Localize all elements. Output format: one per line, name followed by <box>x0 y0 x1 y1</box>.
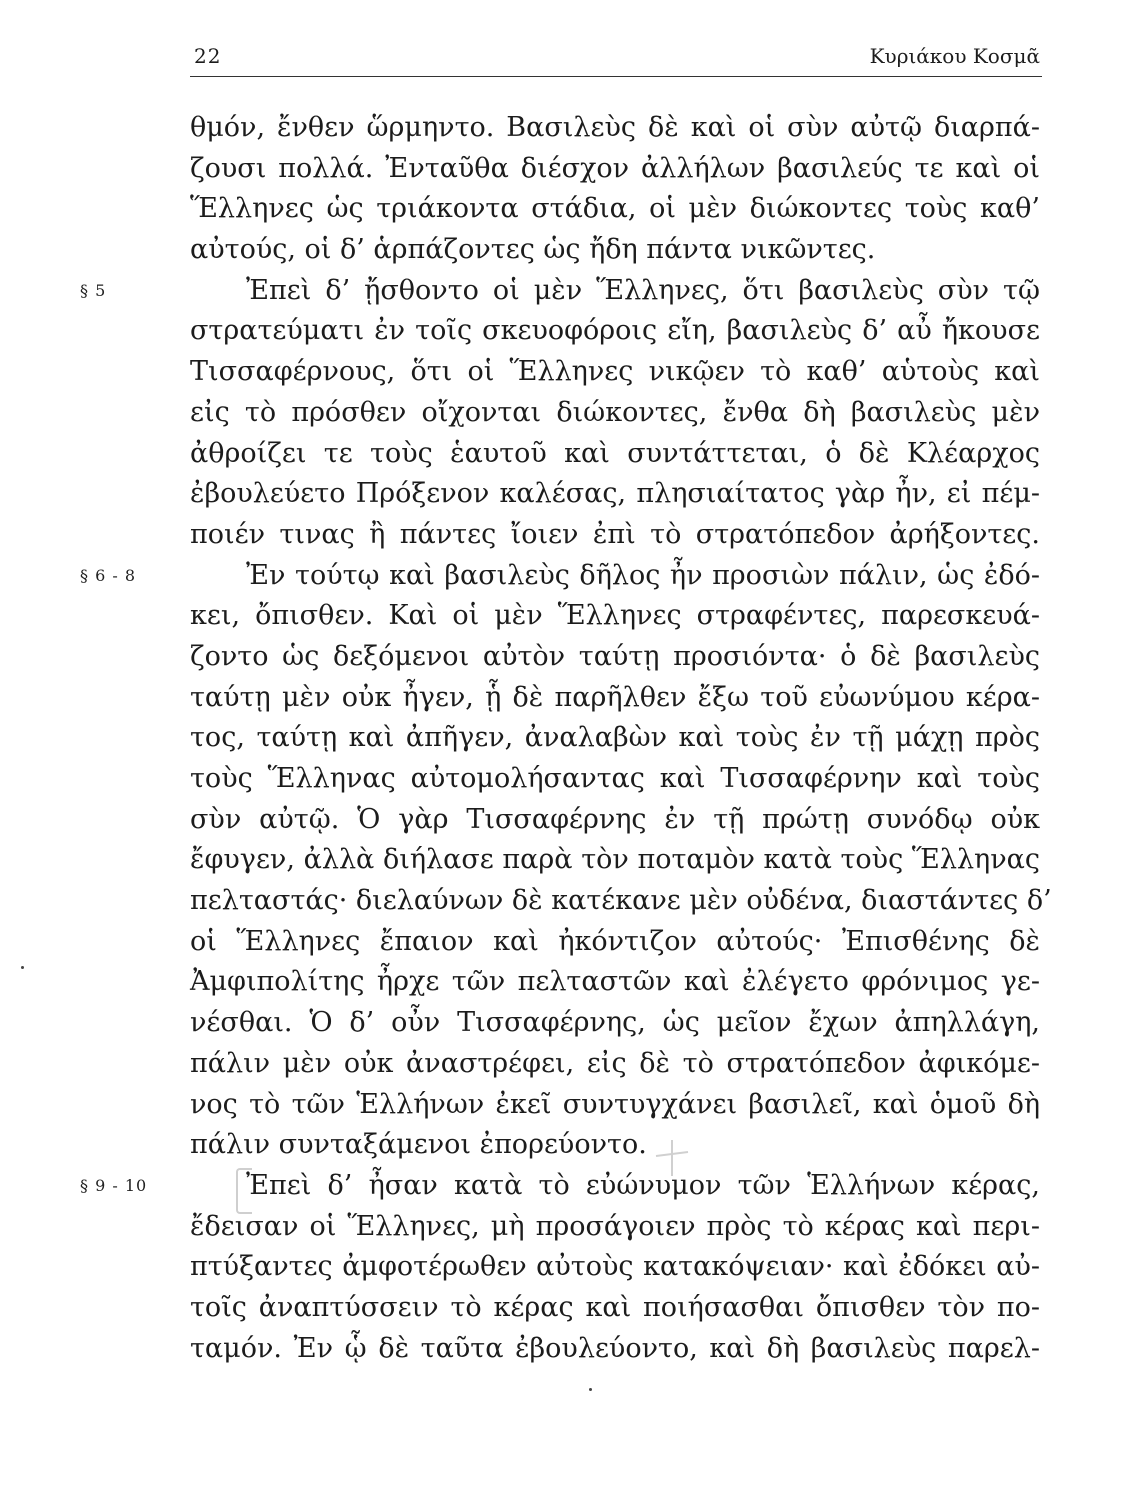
text-line: σὺν αὐτῷ. Ὁ γὰρ Τισσαφέρνης ἐν τῇ πρώτῃ συνόδῳ οὐκ <box>190 803 1040 835</box>
text-line: κει, ὄπισθεν. Καὶ οἱ μὲν Ἕλληνες στραφέντες, παρεσκευά- <box>190 600 1040 632</box>
text-line: πάλιν μὲν οὐκ ἀναστρέφει, εἰς δὲ τὸ στρατόπεδον ἀφικόμε- <box>190 1047 1040 1079</box>
text-line: Ἀμφιπολίτης ἦρχε τῶν πελταστῶν καὶ ἐλέγετο φρόνιμος γε- <box>190 966 1040 998</box>
text-line: πτύξαντες ἀμφοτέρωθεν αὐτοὺς κατακόψειαν· καὶ ἐδόκει αὐ- <box>190 1251 1040 1283</box>
ink-speck <box>589 1388 592 1391</box>
text-line: ταύτῃ μὲν οὐκ ἦγεν, ᾗ δὲ παρῆλθεν ἔξω τοῦ εὐωνύμου κέρα- <box>190 681 1040 713</box>
text-line: πελταστάς· διελαύνων δὲ κατέκανε μὲν οὐδένα, διαστάντες δ’ <box>190 885 1052 917</box>
text-line: εἰς τὸ πρόσθεν οἴχονται διώκοντες, ἔνθα δὴ βασιλεὺς μὲν <box>190 396 1040 428</box>
text-line: ἐβουλεύετο Πρόξενον καλέσας, πλησιαίτατος γὰρ ἦν, εἰ πέμ- <box>190 478 1040 510</box>
text-line: ἔδεισαν οἱ Ἕλληνες, μὴ προσάγοιεν πρὸς τὸ κέρας καὶ περι- <box>190 1210 1040 1242</box>
text-line: ζοντο ὡς δεξόμενοι αὐτὸν ταύτῃ προσιόντα· ὁ δὲ βασιλεὺς <box>190 640 1040 672</box>
text-line: ἀθροίζει τε τοὺς ἑαυτοῦ καὶ συντάττεται, ὁ δὲ Κλέαρχος <box>190 437 1040 469</box>
text-line: Τισσαφέρνους, ὅτι οἱ Ἕλληνες νικῷεν τὸ καθ’ αὑτοὺς καὶ <box>190 356 1040 388</box>
text-line: νέσθαι. Ὁ δ’ οὖν Τισσαφέρνης, ὡς μεῖον ἔχων ἀπηλλάγη, <box>190 1007 1040 1039</box>
text-line: ταμόν. Ἐν ᾧ δὲ ταῦτα ἐβουλεύοντο, καὶ δὴ βασιλεὺς παρελ- <box>190 1332 1040 1364</box>
section-reference: § 6 - 8 <box>80 565 137 585</box>
text-line: ζουσι πολλά. Ἐνταῦθα διέσχον ἀλλήλων βασιλεύς τε καὶ οἱ <box>190 152 1040 184</box>
running-title: Κυριάκου Κοσμᾶ <box>869 44 1040 68</box>
page-number: 22 <box>194 44 222 68</box>
pencil-cross-mark <box>652 1138 692 1178</box>
text-line: νος τὸ τῶν Ἑλλήνων ἐκεῖ συντυγχάνει βασιλεῖ, καὶ ὁμοῦ δὴ <box>190 1088 1040 1120</box>
text-line: § 6 - 8 Ἐν τούτῳ καὶ βασιλεὺς δῆλος ἦν προσιὼν πάλιν, ὡς ἐδό- <box>190 556 1040 597</box>
text-line: οἱ Ἕλληνες ἔπαιον καὶ ἠκόντιζον αὐτούς· Ἐπισθένης δὲ <box>190 925 1040 957</box>
text-line: § 9 - 10 Ἐπεὶ δ’ ἦσαν κατὰ τὸ εὐώνυμον τῶν Ἑλλήνων κέρας, <box>190 1166 1040 1207</box>
text-line: τοὺς Ἕλληνας αὐτομολήσαντας καὶ Τισσαφέρνην καὶ τοὺς <box>190 763 1040 794</box>
text-line: πάλιν συνταξάμενοι ἐπορεύοντο. <box>190 1129 647 1161</box>
text-line: τοῖς ἀναπτύσσειν τὸ κέρας καὶ ποιήσασθαι ὄπισθεν τὸν πο- <box>190 1291 1040 1323</box>
section-reference: § 9 - 10 <box>80 1175 148 1195</box>
running-head <box>190 40 1040 74</box>
section-reference: § 5 <box>80 280 107 300</box>
header-rule <box>190 76 1042 77</box>
text-line: § 5 Ἐπεὶ δ’ ᾔσθοντο οἱ μὲν Ἕλληνες, ὅτι βασιλεὺς σὺν τῷ <box>190 271 1040 312</box>
text-line: θμόν, ἔνθεν ὥρμηντο. Βασιλεὺς δὲ καὶ οἱ σὺν αὐτῷ διαρπά- <box>190 112 1040 143</box>
text-line: αὐτούς, οἱ δ’ ἁρπάζοντες ὡς ἤδη πάντα νικῶντες. <box>190 234 876 266</box>
text-line: στρατεύματι ἐν τοῖς σκευοφόροις εἴη, βασιλεὺς δ’ αὖ ἤκουσε <box>190 315 1040 347</box>
pencil-bracket-mark <box>236 1168 252 1214</box>
body-text <box>80 108 1052 1369</box>
ink-speck <box>21 966 24 969</box>
text-line: ἔφυγεν, ἀλλὰ διήλασε παρὰ τὸν ποταμὸν κατὰ τοὺς Ἕλληνας <box>190 844 1040 876</box>
text-line: ποιέν τινας ἢ πάντες ἴοιεν ἐπὶ τὸ στρατόπεδον ἀρήξοντες. <box>190 518 1040 550</box>
text-line: τος, ταύτῃ καὶ ἀπῆγεν, ἀναλαβὼν καὶ τοὺς ἐν τῇ μάχῃ πρὸς <box>190 722 1040 754</box>
text-line: Ἕλληνες ὡς τριάκοντα στάδια, οἱ μὲν διώκοντες τοὺς καθ’ <box>190 193 1040 225</box>
